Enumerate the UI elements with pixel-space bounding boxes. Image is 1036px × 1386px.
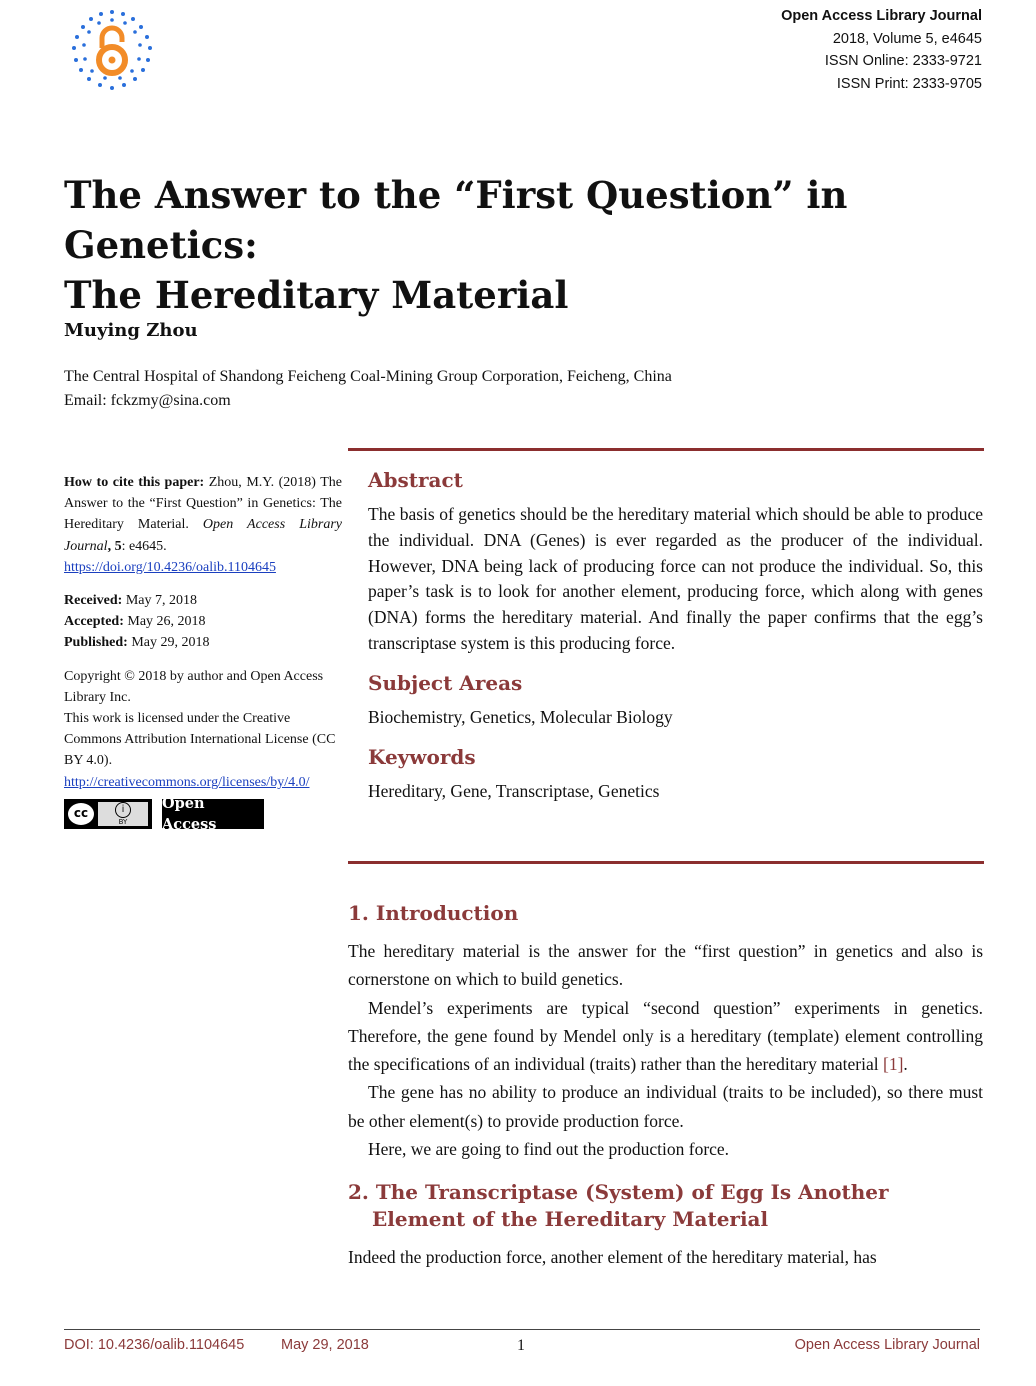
paper-title	[64, 170, 1004, 320]
section-1-heading: 1. Introduction	[348, 901, 519, 925]
license-badges	[64, 794, 342, 833]
author-email: Email: fckzmy@sina.com	[64, 392, 231, 409]
footer-rule	[64, 1329, 980, 1330]
accepted-label: Accepted:	[64, 614, 124, 630]
abstract-top-rule	[348, 448, 984, 451]
copyright-line: Copyright © 2018 by author and Open Access Library Inc.	[64, 668, 324, 705]
citation	[64, 472, 342, 578]
cite-text: Zhou, M.Y. (2018) The Answer to the “First Question” in Genetics: The Hereditary Material.	[64, 475, 342, 533]
cite-label: How to cite this paper:	[64, 475, 205, 490]
by-label: BY	[118, 817, 128, 826]
attribution-icon: i	[115, 802, 131, 818]
open-access-badge[interactable]: Open Access	[162, 799, 264, 829]
journal-volume: 2018, Volume 5, e4645	[832, 30, 982, 47]
main-text	[348, 900, 983, 1272]
issn-online: ISSN Online: 2333-9721	[824, 53, 982, 69]
received-date: May 7, 2018	[122, 593, 197, 609]
subject-areas: Biochemistry, Genetics, Molecular Biology	[368, 706, 673, 727]
paragraph-text: Mendel’s experiments are typical “second question” experiments in genetics. Therefore, the gene found by Mendel only is a hereditary (template) element controlling the specifications of an individual (traits) rather than the hereditary material	[348, 997, 983, 1075]
paragraph	[348, 994, 983, 1079]
abstract-box	[368, 468, 983, 818]
reference-link[interactable]: [1]	[883, 1054, 904, 1075]
open-access-lock-icon	[70, 8, 154, 92]
affiliation-block	[64, 365, 672, 413]
cc-icon: cc	[68, 803, 94, 825]
title-line-1: The Answer to the “First Question” in Genetics:	[64, 173, 848, 267]
paragraph: Indeed the production force, another element of the hereditary material, has	[348, 1247, 877, 1268]
abstract-text: The basis of genetics should be the hereditary material which should be able to produce the individual. DNA (Genes) is ever regarded as the producer of the individual. However, DNA being lack of producing force can not produce the individual. So, this paper’s task is to look for another element, producing force, which along with genes (DNA) forms the hereditary material. And finally the paper confirms that the egg’s transcriptase system is this producing force.	[368, 504, 983, 653]
section-2-heading: 2. The Transcriptase (System) of Egg Is Another Element of the Hereditary Material	[348, 1180, 889, 1232]
accepted-date: May 26, 2018	[123, 614, 206, 630]
page-number: 1	[517, 1337, 525, 1354]
author-name: Muying Zhou	[64, 320, 198, 341]
sidebar	[64, 472, 343, 833]
subject-areas-heading: Subject Areas	[368, 670, 523, 695]
issn-print: ISSN Print: 2333-9705	[836, 75, 982, 92]
published-date: May 29, 2018	[127, 635, 210, 651]
keywords: Hereditary, Gene, Transcriptase, Genetics	[368, 780, 660, 801]
footer-doi: DOI: 10.4236/oalib.1104645	[64, 1337, 245, 1353]
footer-journal: Open Access Library Journal	[794, 1337, 980, 1353]
keywords-heading: Keywords	[368, 744, 476, 769]
paragraph-end: .	[903, 1054, 908, 1075]
cite-journal: Open Access Library Journal	[64, 517, 343, 554]
received-label: Received:	[64, 593, 123, 609]
abstract-bottom-rule	[348, 861, 984, 864]
journal-meta	[781, 5, 982, 95]
title-line-2: The Hereditary Material	[64, 273, 569, 317]
affiliation: The Central Hospital of Shandong Feicheng Coal-Mining Group Corporation, Feicheng, China	[64, 368, 672, 385]
paragraph: The gene has no ability to produce an individual (traits to be included), so there must be other element(s) to provide production force.	[348, 1082, 983, 1131]
cc-by-badge[interactable]	[64, 799, 152, 829]
by-icon	[98, 802, 148, 826]
license-text: This work is licensed under the Creative Commons Attribution International License (CC BY 4.0).	[64, 711, 336, 769]
copyright	[64, 666, 342, 793]
dates	[64, 590, 342, 654]
journal-name: Open Access Library Journal	[781, 8, 982, 24]
published-label: Published:	[64, 635, 128, 651]
footer-date: May 29, 2018	[281, 1337, 369, 1353]
doi-link[interactable]: https://doi.org/10.4236/oalib.1104645	[64, 559, 276, 575]
cite-volume: , 5	[107, 538, 122, 554]
abstract-heading: Abstract	[368, 468, 463, 492]
license-link[interactable]: http://creativecommons.org/licenses/by/4.0/	[64, 774, 310, 790]
paragraph: Here, we are going to find out the production force.	[368, 1139, 730, 1160]
paragraph: The hereditary material is the answer for the “first question” in genetics and also is cornerstone on which to build genetics.	[348, 941, 983, 990]
cite-rest: : e4645.	[121, 538, 167, 554]
